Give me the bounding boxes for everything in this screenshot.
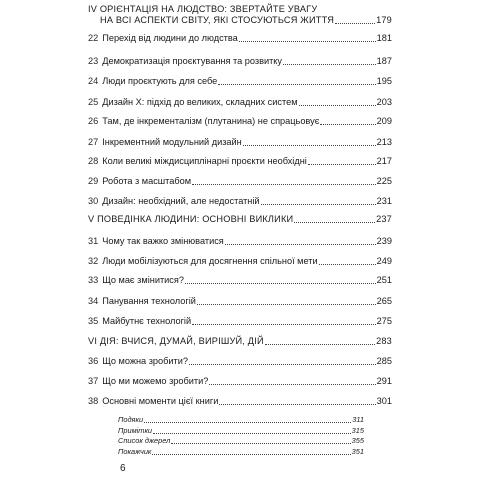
toc-entry[interactable] bbox=[88, 76, 392, 87]
chapter-page: 285 bbox=[376, 356, 392, 366]
chapter-number: 36 bbox=[88, 356, 99, 366]
toc-entry[interactable] bbox=[88, 97, 392, 108]
toc-entry[interactable] bbox=[88, 396, 392, 407]
chapter-number: 23 bbox=[88, 56, 99, 66]
toc-entry[interactable] bbox=[88, 296, 392, 307]
leader-dots bbox=[243, 145, 376, 146]
leader-dots bbox=[171, 443, 350, 444]
chapter-number: 37 bbox=[88, 376, 99, 386]
chapter-title: Майбутнє технологій bbox=[102, 316, 192, 326]
leader-dots bbox=[152, 454, 350, 455]
leader-dots bbox=[261, 204, 376, 205]
chapter-number: 30 bbox=[88, 196, 99, 206]
leader-dots bbox=[185, 283, 376, 284]
part-6-heading[interactable] bbox=[88, 336, 392, 347]
chapter-number: 24 bbox=[88, 76, 99, 86]
part-5-title: V ПОВЕДІНКА ЛЮДИНИ: ОСНОВНІ ВИКЛИКИ bbox=[88, 214, 294, 224]
chapter-page: 181 bbox=[376, 33, 392, 43]
chapter-number: 28 bbox=[88, 156, 99, 166]
chapter-page: 275 bbox=[376, 316, 392, 326]
chapter-title: Панування технологій bbox=[102, 296, 196, 306]
toc-entry[interactable] bbox=[88, 376, 392, 387]
chapter-page: 249 bbox=[376, 256, 392, 266]
part-4-title-line1: IV ОРІЄНТАЦІЯ НА ЛЮДСТВО: ЗВЕРТАЙТЕ УВАГУ bbox=[88, 4, 318, 14]
leader-dots bbox=[225, 244, 376, 245]
chapter-page: 251 bbox=[376, 275, 392, 285]
chapter-number: 22 bbox=[88, 33, 99, 43]
toc-entry[interactable] bbox=[88, 256, 392, 267]
chapter-page: 231 bbox=[376, 196, 392, 206]
part-6-page: 283 bbox=[376, 336, 392, 346]
chapter-number: 26 bbox=[88, 116, 99, 126]
leader-dots bbox=[219, 404, 375, 405]
part-4-title-line2-row bbox=[88, 15, 392, 26]
chapter-page: 217 bbox=[376, 156, 392, 166]
chapter-title: Коли великі міждисциплінарні проєкти необхідні bbox=[102, 156, 307, 166]
toc-entry[interactable] bbox=[88, 116, 392, 127]
chapter-number: 35 bbox=[88, 316, 99, 326]
part-6-title: VI ДІЯ: ВЧИСЯ, ДУМАЙ, ВИРІШУЙ, ДІЙ bbox=[88, 336, 264, 346]
toc-entry[interactable] bbox=[88, 176, 392, 187]
chapter-page: 213 bbox=[376, 137, 392, 147]
chapter-title: Що має змінитися? bbox=[102, 275, 184, 285]
chapter-page: 239 bbox=[376, 236, 392, 246]
chapter-title: Демократизація проєктування та розвитку bbox=[102, 56, 283, 66]
part-4-page: 179 bbox=[376, 15, 392, 25]
chapter-page: 291 bbox=[376, 376, 392, 386]
chapter-number: 33 bbox=[88, 275, 99, 285]
leader-dots bbox=[209, 384, 375, 385]
chapter-number: 34 bbox=[88, 296, 99, 306]
leader-dots bbox=[239, 41, 376, 42]
chapter-title: Дизайн X: підхід до великих, складних систем bbox=[102, 97, 298, 107]
chapter-title: Що можна зробити? bbox=[102, 356, 188, 366]
chapter-title: Що ми можемо зробити? bbox=[102, 376, 209, 386]
appendix-page: 351 bbox=[351, 447, 364, 456]
chapter-page: 301 bbox=[376, 396, 392, 406]
chapter-number: 25 bbox=[88, 97, 99, 107]
toc-entry[interactable] bbox=[88, 33, 392, 44]
toc-entry[interactable] bbox=[88, 137, 392, 148]
leader-dots bbox=[308, 164, 376, 165]
chapter-number: 27 bbox=[88, 137, 99, 147]
chapter-title: Люди мобілізуються для досягнення спільної мети bbox=[102, 256, 318, 266]
appendix-page: 315 bbox=[351, 426, 364, 435]
leader-dots bbox=[265, 344, 375, 345]
chapter-title: Там, де інкременталізм (плутанина) не спрацьовує bbox=[102, 116, 320, 126]
chapter-page: 195 bbox=[376, 76, 392, 86]
toc-entry[interactable] bbox=[88, 275, 392, 286]
leader-dots bbox=[192, 324, 376, 325]
toc-entry[interactable] bbox=[88, 356, 392, 367]
toc-entry[interactable] bbox=[88, 196, 392, 207]
chapter-page: 225 bbox=[376, 176, 392, 186]
leader-dots bbox=[144, 422, 351, 423]
toc-entry[interactable] bbox=[88, 156, 392, 167]
part-5-page: 237 bbox=[376, 214, 392, 224]
leader-dots bbox=[319, 264, 376, 265]
appendix-title: Список джерел bbox=[118, 436, 171, 445]
part-5-heading[interactable] bbox=[88, 214, 392, 225]
leader-dots bbox=[283, 64, 376, 65]
appendix-page: 311 bbox=[352, 415, 364, 424]
leader-dots bbox=[197, 304, 376, 305]
chapter-number: 32 bbox=[88, 256, 99, 266]
part-4-heading bbox=[88, 4, 392, 26]
toc-entry[interactable] bbox=[88, 316, 392, 327]
page-number: 6 bbox=[120, 463, 126, 474]
toc-entry[interactable] bbox=[88, 236, 392, 247]
chapter-title: Перехід від людини до людства bbox=[102, 33, 238, 43]
appendix-title: Покажчик bbox=[118, 447, 152, 456]
chapter-page: 265 bbox=[376, 296, 392, 306]
leader-dots bbox=[294, 222, 375, 223]
chapter-title: Дизайн: необхідний, але недостатній bbox=[102, 196, 260, 206]
chapter-title: Чому так важко змінюватися bbox=[102, 236, 224, 246]
appendix-title: Подяки bbox=[118, 415, 144, 424]
chapter-title: Люди проєктують для себе bbox=[102, 76, 218, 86]
toc-entry[interactable] bbox=[88, 56, 392, 67]
leader-dots bbox=[320, 124, 375, 125]
chapter-page: 187 bbox=[376, 56, 392, 66]
leader-dots bbox=[189, 364, 376, 365]
leader-dots bbox=[192, 184, 376, 185]
chapter-title: Інкрементний модульний дизайн bbox=[102, 137, 242, 147]
chapter-number: 29 bbox=[88, 176, 99, 186]
chapter-page: 203 bbox=[376, 97, 392, 107]
leader-dots bbox=[299, 105, 376, 106]
part-4-title-line2: НА ВСІ АСПЕКТИ СВІТУ, ЯКІ СТОСУЮТЬСЯ ЖИТТЯ bbox=[100, 15, 335, 25]
leader-dots bbox=[335, 23, 375, 24]
appendix-entry[interactable] bbox=[118, 435, 364, 446]
leader-dots bbox=[153, 433, 351, 434]
chapter-title: Основні моменти цієї книги bbox=[102, 396, 219, 406]
leader-dots bbox=[218, 84, 375, 85]
chapter-number: 38 bbox=[88, 396, 99, 406]
appendix-page: 355 bbox=[351, 436, 364, 445]
appendix-entry[interactable] bbox=[118, 446, 364, 457]
chapter-page: 209 bbox=[376, 116, 392, 126]
chapter-number: 31 bbox=[88, 236, 99, 246]
appendix-title: Примітки bbox=[118, 426, 153, 435]
appendix-entry[interactable] bbox=[118, 414, 364, 425]
chapter-title: Робота з масштабом bbox=[102, 176, 192, 186]
